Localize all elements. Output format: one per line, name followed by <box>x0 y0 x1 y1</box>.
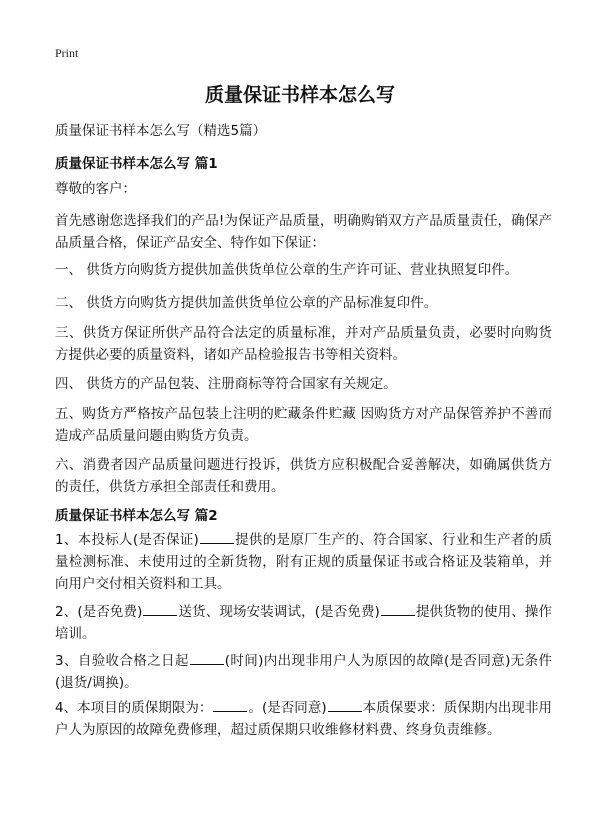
item-3 <box>55 650 552 694</box>
intro-paragraph: 首先感谢您选择我们的产品!为保证产品质量，明确购销双方产品质量责任，确保产品质量合格，保证产品安全、特作如下保证： <box>55 213 552 251</box>
fill-blank <box>381 603 415 616</box>
fill-blank <box>143 603 177 616</box>
clause-4: 四、 供货方的产品包装、注册商标等符合国家有关规定。 <box>55 376 397 392</box>
item-1 <box>55 529 552 595</box>
item-3-text-a: 3、自验收合格之日起 <box>55 653 189 669</box>
fill-blank <box>200 531 234 544</box>
print-label: Print <box>55 46 79 60</box>
section-heading-1: 质量保证书样本怎么写 篇1 <box>55 156 218 172</box>
fill-blank <box>213 699 247 712</box>
section-heading-2: 质量保证书样本怎么写 篇2 <box>55 508 218 524</box>
salutation: 尊敬的客户： <box>55 181 136 197</box>
clause-5: 五、购货方严格按产品包装上注明的贮藏条件贮藏 因购货方对产品保管养护不善而造成产品质量问题由购货方负责。 <box>55 406 552 444</box>
clause-3: 三、供货方保证所供产品符合法定的质量标准，并对产品质量负责，必要时向购货方提供必要的质量资料，诸如产品检验报告书等相关资料。 <box>55 325 552 363</box>
item-4-text-a: 4、本项目的质保期限为： <box>55 700 213 716</box>
fill-blank <box>190 652 224 665</box>
item-2-text-a: 2、(是否免费) <box>55 604 143 620</box>
clause-2: 二、 供货方向购货方提供加盖供货单位公章的产品标准复印件。 <box>55 295 438 311</box>
document-subtitle: 质量保证书样本怎么写（精选5篇） <box>55 123 267 139</box>
item-1-text-b: 提供的是原厂生产的、符合国家、行业和生产者的质量检测标准、未使用过的全新货物，附有正规的质量保证书或合格证及装箱单，并向用户交付相关资料和工具。 <box>55 532 553 592</box>
item-1-text-a: 1、本投标人(是否保证) <box>55 532 199 548</box>
item-2-text-b: 送货、现场安装调试，(是否免费) <box>178 604 380 620</box>
fill-blank <box>328 699 362 712</box>
clause-6: 六、消费者因产品质量问题进行投诉，供货方应积极配合妥善解决，如确属供货方的责任，供货方承担全部责任和费用。 <box>55 457 552 495</box>
item-4-text-b: 。(是否同意) <box>248 700 327 716</box>
clause-1: 一、 供货方向购货方提供加盖供货单位公章的生产许可证、营业执照复印件。 <box>55 262 519 278</box>
item-2-text-c: 提供货物的使用、操作培训。 <box>55 604 552 642</box>
item-4-text-c: 本质保要求：质保期内出现非用户人为原因的故障免费修理，超过质保期只收维修材料费、终身负责维修。 <box>55 700 552 738</box>
item-2 <box>55 601 552 645</box>
item-3-text-b: (时间)内出现非用户人为原因的故障(是否同意)无条件(退货/调换)。 <box>55 653 552 691</box>
item-4 <box>55 697 552 741</box>
page-title: 质量保证书样本怎么写 <box>204 84 395 106</box>
